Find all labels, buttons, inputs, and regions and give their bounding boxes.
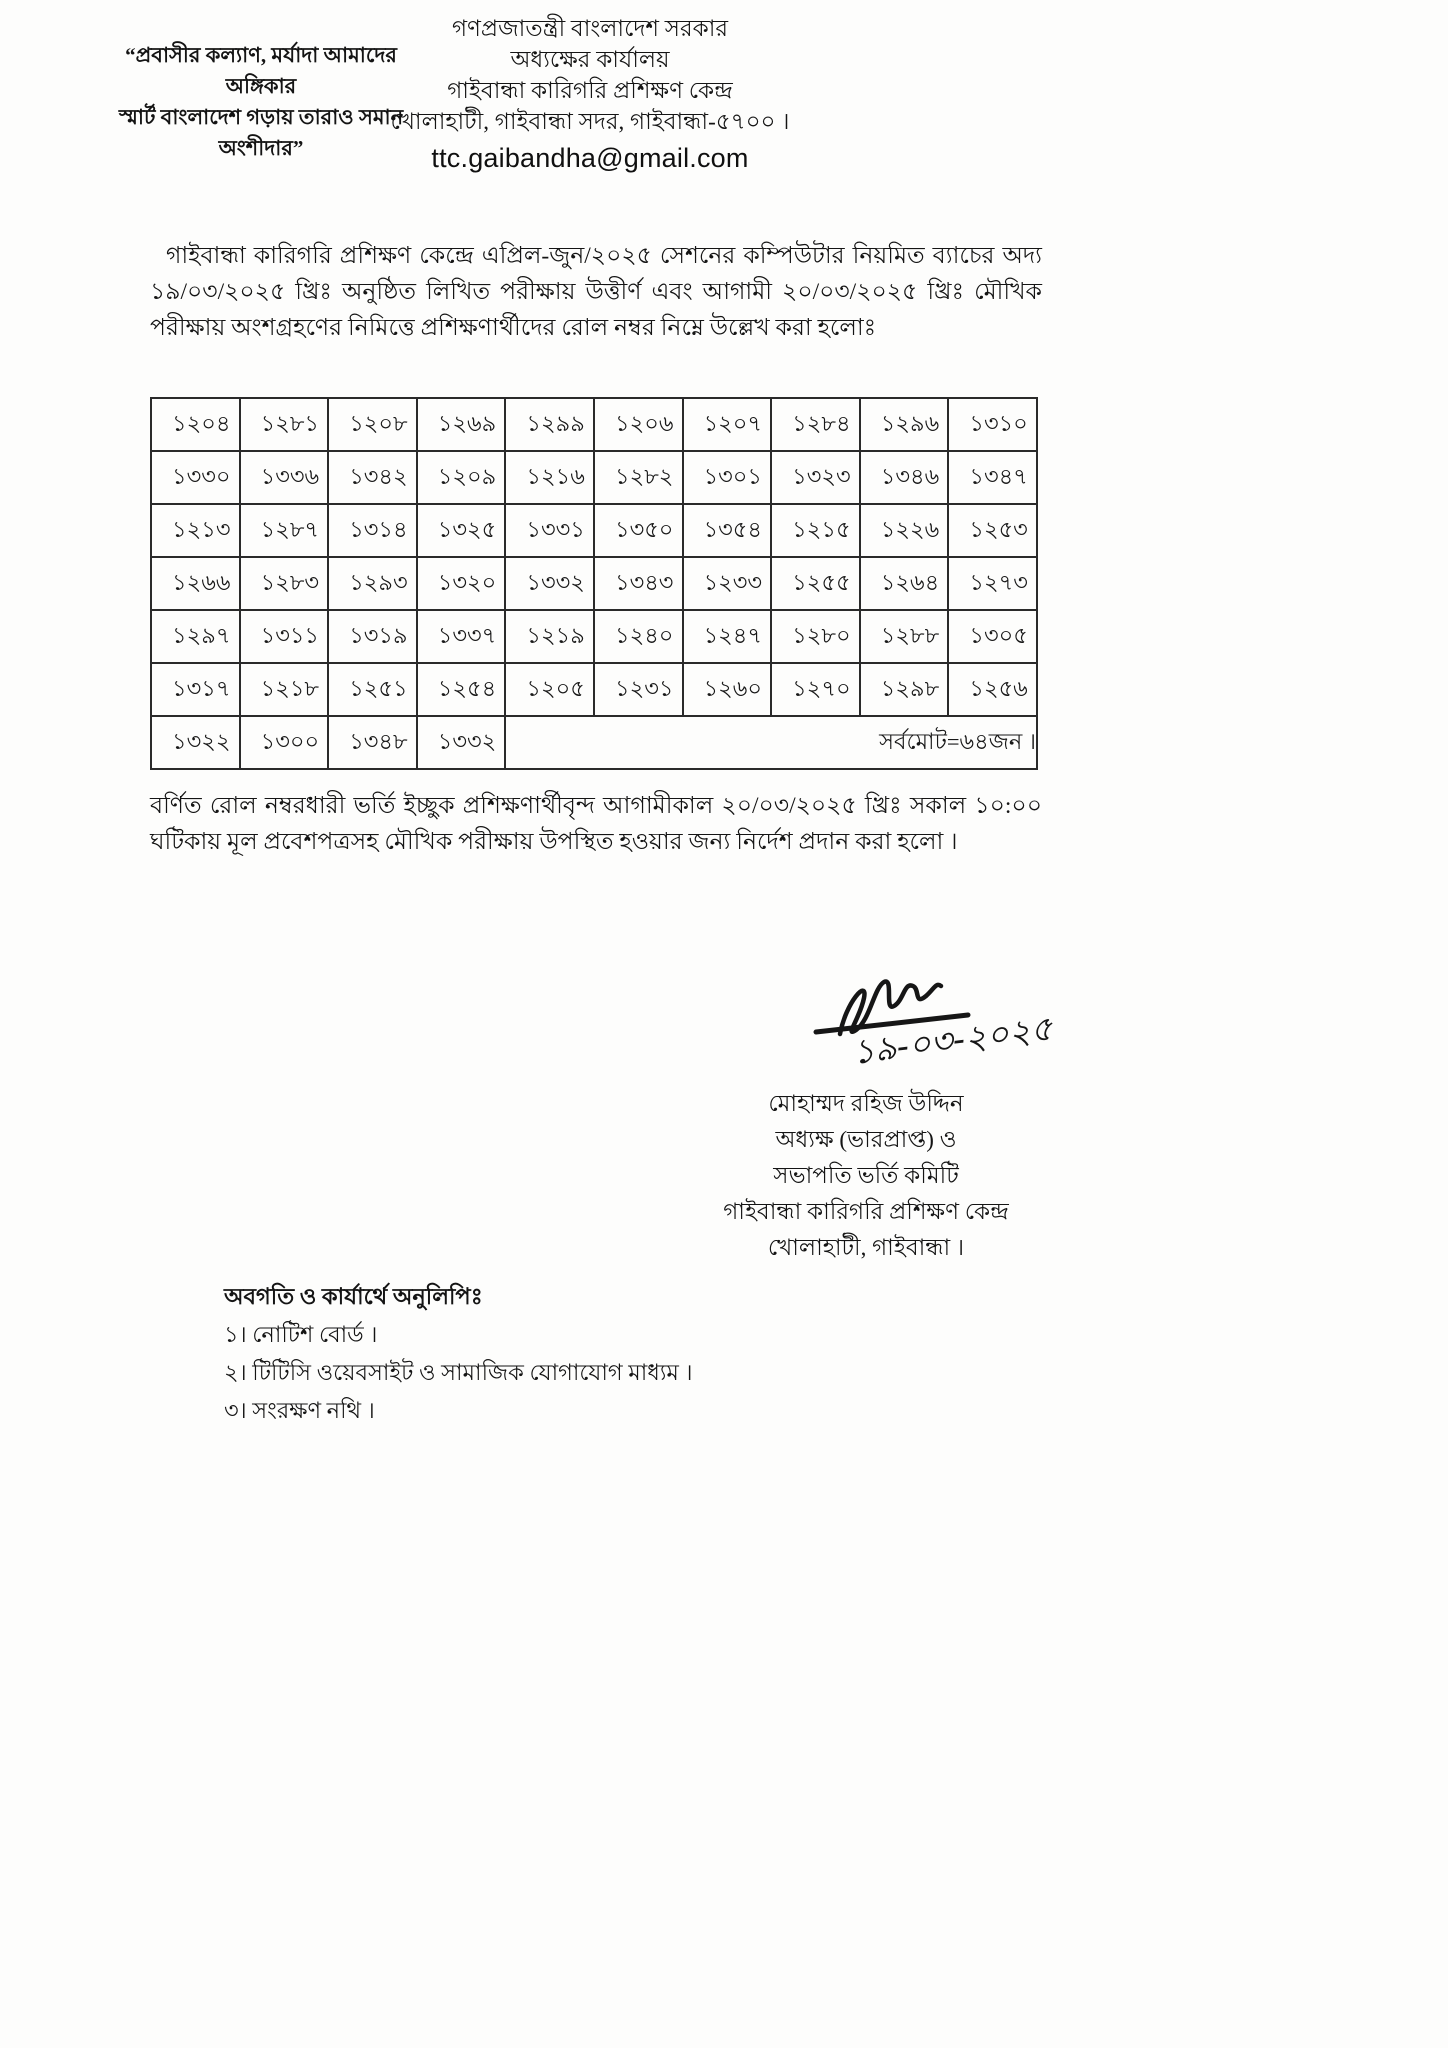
signatory-name: মোহাম্মদ রহিজ উদ্দিন	[768, 1091, 964, 1116]
distribution-item: ৩। সংরক্ষণ নথি ।	[224, 1398, 375, 1423]
roll-cell: ১২৩১	[594, 663, 683, 716]
roll-cell: ১২৫৬	[948, 663, 1037, 716]
distribution-item: ১। নোটিশ বোর্ড ।	[224, 1322, 378, 1347]
roll-cell: ১৩০১	[683, 451, 772, 504]
roll-cell: ১৩৩৬	[240, 451, 329, 504]
roll-cell: ১৩৩২	[417, 716, 506, 769]
motto-line-2: স্মার্ট বাংলাদেশ গড়ায় তারাও সমান অংশীদার”	[118, 105, 404, 160]
table-row	[151, 663, 1037, 716]
roll-cell: ১৩১৪	[328, 504, 417, 557]
roll-cell: ১৩১৭	[151, 663, 240, 716]
motto-line-1: “প্রবাসীর কল্যাণ, মর্যাদা আমাদের অঙ্গিকার	[125, 43, 397, 98]
roll-cell: ১২৭০	[771, 663, 860, 716]
roll-cell: ১২৮৮	[860, 610, 949, 663]
roll-cell: ১৩৫৪	[683, 504, 772, 557]
roll-cell: ১২০৭	[683, 398, 772, 451]
roll-cell: ১২৯৮	[860, 663, 949, 716]
roll-cell: ১৩৪৭	[948, 451, 1037, 504]
roll-cell: ১২০৫	[505, 663, 594, 716]
notice-body-paragraph: গাইবান্ধা কারিগরি প্রশিক্ষণ কেন্দ্রে এপ্রিল-জুন/২০২৫ সেশনের কম্পিউটার নিয়মিত ব্যাচের অদ্য ১৯/০৩/২০২৫ খ্রিঃ অনুষ্ঠিত লিখিত পরীক্ষায় উত্তীর্ণ এবং আগামী ২০/০৩/২০২৫ খ্রিঃ মৌখিক পরীক্ষায় অংশগ্রহণের নিমিত্তে প্রশিক্ষণার্থীদের রোল নম্বর নিম্নে উল্লেখ করা হলোঃ	[150, 243, 1042, 341]
roll-cell: ১৩২৫	[417, 504, 506, 557]
signatory-title-2: সভাপতি ভর্তি কমিটি	[773, 1163, 959, 1188]
office-name: অধ্যক্ষের কার্যালয়	[510, 47, 670, 72]
roll-cell: ১২১৮	[240, 663, 329, 716]
government-name: গণপ্রজাতন্ত্রী বাংলাদেশ সরকার	[451, 16, 729, 41]
roll-cell: ১২৮২	[594, 451, 683, 504]
roll-cell: ১৩০৫	[948, 610, 1037, 663]
signatory-block	[648, 1086, 1084, 1266]
total-count-cell	[505, 716, 1037, 769]
roll-cell: ১২১৫	[771, 504, 860, 557]
table-row	[151, 610, 1037, 663]
roll-cell: ১২৮৩	[240, 557, 329, 610]
roll-cell: ১২১৯	[505, 610, 594, 663]
roll-cell: ১২৯৯	[505, 398, 594, 451]
roll-cell: ১২০৯	[417, 451, 506, 504]
roll-cell: ১২৩৩	[683, 557, 772, 610]
roll-cell: ১২৮১	[240, 398, 329, 451]
roll-cell: ১৩১৯	[328, 610, 417, 663]
roll-cell: ১২০৪	[151, 398, 240, 451]
roll-cell: ১৩৪৮	[328, 716, 417, 769]
signatory-org: গাইবান্ধা কারিগরি প্রশিক্ষণ কেন্দ্র	[723, 1199, 1009, 1224]
roll-cell: ১২৯৩	[328, 557, 417, 610]
signatory-location: খোলাহাটী, গাইবান্ধা ।	[767, 1235, 965, 1260]
signature-date: ১৯-০৩-২০২৫	[850, 1008, 1055, 1073]
roll-cell: ১২৮৪	[771, 398, 860, 451]
roll-cell: ১২৫৫	[771, 557, 860, 610]
roll-cell: ১৩২০	[417, 557, 506, 610]
total-count-label: সর্বমোট=৬৪জন ।	[879, 728, 1036, 754]
table-row	[151, 398, 1037, 451]
signatory-title-1: অধ্যক্ষ (ভারপ্রাপ্ত) ও	[775, 1127, 957, 1152]
roll-cell: ১২৬৬	[151, 557, 240, 610]
roll-cell: ১২০৬	[594, 398, 683, 451]
roll-cell: ১২৪৭	[683, 610, 772, 663]
roll-cell: ১৩৩৭	[417, 610, 506, 663]
handwritten-signature	[810, 972, 1070, 1084]
roll-cell: ১২৬৪	[860, 557, 949, 610]
roll-cell: ১২১৬	[505, 451, 594, 504]
table-row-last	[151, 716, 1037, 769]
roll-cell: ১২৪০	[594, 610, 683, 663]
roll-cell: ১২৭৩	[948, 557, 1037, 610]
roll-cell: ১২২৬	[860, 504, 949, 557]
roll-cell: ১২৮০	[771, 610, 860, 663]
roll-cell: ১৩৪৬	[860, 451, 949, 504]
roll-cell: ১২৮৭	[240, 504, 329, 557]
roll-cell: ১৩৫০	[594, 504, 683, 557]
institute-name: গাইবান্ধা কারিগরি প্রশিক্ষণ কেন্দ্র	[447, 78, 733, 103]
roll-cell: ১২৯৭	[151, 610, 240, 663]
roll-cell: ১২৫৩	[948, 504, 1037, 557]
roll-cell: ১২৯৬	[860, 398, 949, 451]
roll-cell: ১২৫১	[328, 663, 417, 716]
roll-cell: ১৩০০	[240, 716, 329, 769]
roll-cell: ১৩৪২	[328, 451, 417, 504]
roll-cell: ১৩৩২	[505, 557, 594, 610]
roll-cell: ১২৫৪	[417, 663, 506, 716]
roll-cell: ১৩২২	[151, 716, 240, 769]
roll-cell: ১২৬৯	[417, 398, 506, 451]
roll-cell: ১৩৪৩	[594, 557, 683, 610]
table-row	[151, 557, 1037, 610]
roll-cell: ১৩৩১	[505, 504, 594, 557]
instruction-paragraph: বর্ণিত রোল নম্বরধারী ভর্তি ইচ্ছুক প্রশিক্ষণার্থীবৃন্দ আগামীকাল ২০/০৩/২০২৫ খ্রিঃ সকাল ১০:০০ ঘটিকায় মূল প্রবেশপত্রসহ মৌখিক পরীক্ষায় উপস্থিত হওয়ার জন্য নির্দেশ প্রদান করা হলো ।	[150, 793, 1042, 855]
roll-cell: ১৩১১	[240, 610, 329, 663]
email-address: ttc.gaibandha@gmail.com	[431, 143, 749, 173]
roll-cell: ১৩২৩	[771, 451, 860, 504]
table-row	[151, 504, 1037, 557]
distribution-item: ২। টিটিসি ওয়েবসাইট ও সামাজিক যোগাযোগ মাধ্যম ।	[224, 1360, 693, 1385]
institute-address: খোলাহাটী, গাইবান্ধা সদর, গাইবান্ধা-৫৭০০ ।	[390, 109, 790, 134]
roll-number-table	[150, 397, 1038, 770]
distribution-list	[224, 1278, 784, 1430]
table-row	[151, 451, 1037, 504]
distribution-heading: অবগতি ও কার্যার্থে অনুলিপিঃ	[224, 1284, 483, 1309]
roll-cell: ১২৬০	[683, 663, 772, 716]
letterhead	[360, 14, 820, 174]
roll-cell: ১২০৮	[328, 398, 417, 451]
roll-cell: ১২১৩	[151, 504, 240, 557]
roll-cell: ১৩৩০	[151, 451, 240, 504]
roll-cell: ১৩১০	[948, 398, 1037, 451]
